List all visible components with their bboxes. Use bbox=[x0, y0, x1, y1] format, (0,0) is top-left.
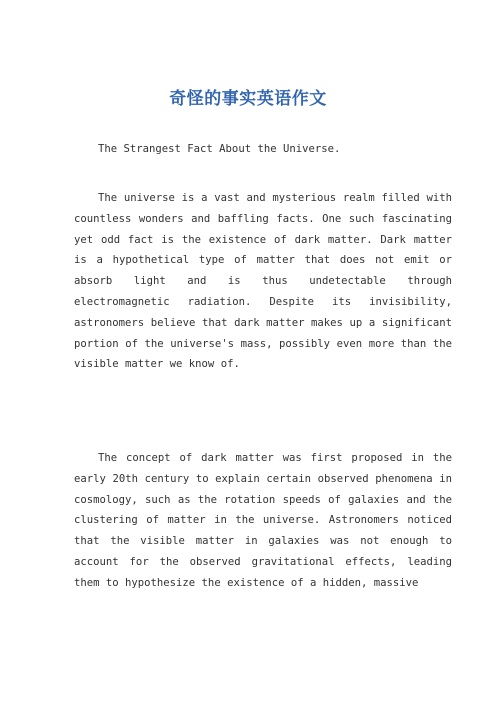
paragraph-2: The concept of dark matter was first proposed in the early 20th century to explain certain observed phenomena in cosmology, such as the rotation speeds of galaxies and the clustering of matter in the universe. Astronomers noticed that the visible matter in galaxies was not enough to account for the observed gravitational effects, leading them to hypothesize the existence of a hidden, massive bbox=[74, 452, 452, 589]
paragraph-1: The universe is a vast and mysterious realm filled with countless wonders and baffling facts. One such fascinating yet odd fact is the existence of dark matter. Dark matter is a hypothetical type of matter that does not emit or absorb light and is thus undetectable through electromagnetic radiation. Despite its invisibility, astronomers believe that dark matter makes up a significant portion of the universe's mass, possibly even more than the visible matter we know of. bbox=[74, 192, 452, 371]
essay-heading: The Strangest Fact About the Universe. bbox=[98, 143, 341, 155]
document-title: 奇怪的事实英语作文 bbox=[169, 89, 327, 109]
